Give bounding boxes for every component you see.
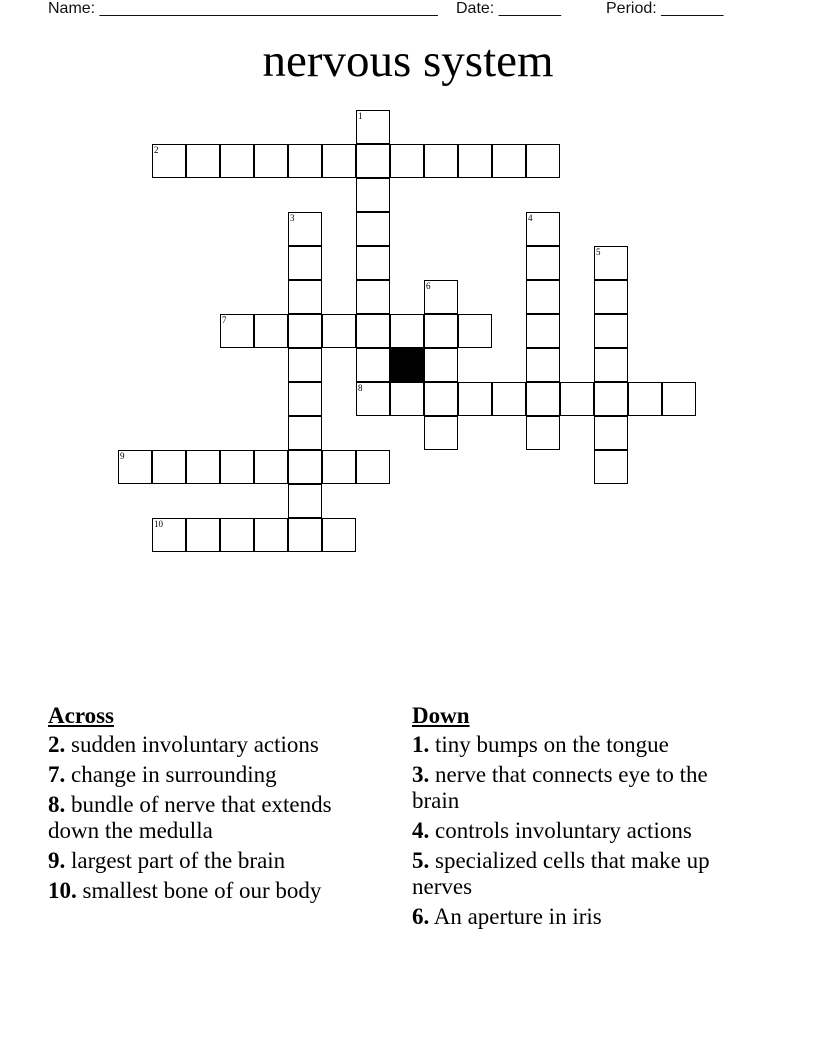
crossword-cell[interactable] bbox=[526, 144, 560, 178]
crossword-cell[interactable] bbox=[220, 450, 254, 484]
crossword-cell[interactable] bbox=[594, 348, 628, 382]
crossword-cell[interactable] bbox=[594, 314, 628, 348]
down-heading: Down bbox=[412, 703, 470, 728]
clue-down-5 bbox=[412, 848, 752, 900]
crossword-cell[interactable] bbox=[560, 382, 594, 416]
crossword-cell[interactable] bbox=[526, 382, 560, 416]
crossword-cell[interactable] bbox=[594, 450, 628, 484]
clue-text: change in surrounding bbox=[71, 762, 277, 787]
cell-number: 10 bbox=[154, 519, 163, 529]
crossword-cell[interactable] bbox=[424, 314, 458, 348]
crossword-cell[interactable] bbox=[254, 314, 288, 348]
crossword-cell[interactable] bbox=[288, 280, 322, 314]
period-field[interactable]: Period: _______ bbox=[606, 0, 724, 17]
crossword-cell[interactable] bbox=[424, 382, 458, 416]
across-heading: Across bbox=[48, 703, 115, 728]
crossword-cell[interactable] bbox=[288, 416, 322, 450]
crossword-cell[interactable] bbox=[458, 314, 492, 348]
cell-number: 1 bbox=[358, 111, 363, 121]
crossword-cell[interactable] bbox=[152, 144, 186, 178]
clue-across-2 bbox=[48, 732, 378, 758]
cell-number: 3 bbox=[290, 213, 295, 223]
crossword-cell[interactable] bbox=[492, 144, 526, 178]
clue-text: largest part of the brain bbox=[71, 848, 286, 873]
crossword-cell[interactable] bbox=[424, 144, 458, 178]
clue-number: 6. bbox=[412, 904, 430, 929]
crossword-cell[interactable] bbox=[356, 382, 390, 416]
cell-number: 8 bbox=[358, 383, 363, 393]
down-clues bbox=[412, 703, 752, 934]
crossword-cell[interactable] bbox=[526, 246, 560, 280]
crossword-cell[interactable] bbox=[186, 518, 220, 552]
clue-number: 4. bbox=[412, 818, 430, 843]
crossword-cell[interactable] bbox=[356, 144, 390, 178]
crossword-block bbox=[390, 348, 424, 382]
clue-text: sudden involuntary actions bbox=[71, 732, 319, 757]
clue-number: 1. bbox=[412, 732, 430, 757]
clue-number: 10. bbox=[48, 878, 77, 903]
clue-across-7 bbox=[48, 762, 378, 788]
crossword-cell[interactable] bbox=[526, 314, 560, 348]
crossword-cell[interactable] bbox=[356, 110, 390, 144]
clue-down-6 bbox=[412, 904, 752, 930]
crossword-cell[interactable] bbox=[220, 314, 254, 348]
crossword-cell[interactable] bbox=[356, 348, 390, 382]
across-clues bbox=[48, 703, 378, 908]
crossword-cell[interactable] bbox=[356, 212, 390, 246]
crossword-cell[interactable] bbox=[526, 416, 560, 450]
clue-text: An aperture in iris bbox=[433, 904, 602, 929]
crossword-cell[interactable] bbox=[526, 348, 560, 382]
crossword-cell[interactable] bbox=[526, 212, 560, 246]
cell-number: 2 bbox=[154, 145, 159, 155]
crossword-cell[interactable] bbox=[254, 144, 288, 178]
clue-number: 7. bbox=[48, 762, 66, 787]
crossword-cell[interactable] bbox=[254, 450, 288, 484]
crossword-cell[interactable] bbox=[424, 348, 458, 382]
crossword-cell[interactable] bbox=[662, 382, 696, 416]
crossword-cell[interactable] bbox=[356, 450, 390, 484]
cell-number: 6 bbox=[426, 281, 431, 291]
crossword-cell[interactable] bbox=[594, 280, 628, 314]
crossword-cell[interactable] bbox=[390, 144, 424, 178]
crossword-cell[interactable] bbox=[288, 212, 322, 246]
cell-number: 7 bbox=[222, 315, 227, 325]
crossword-cell[interactable] bbox=[424, 280, 458, 314]
clue-text: smallest bone of our body bbox=[82, 878, 322, 903]
clue-text: nerve that connects eye to the brain bbox=[412, 762, 708, 813]
crossword-cell[interactable] bbox=[288, 246, 322, 280]
clue-number: 9. bbox=[48, 848, 66, 873]
crossword-cell[interactable] bbox=[356, 314, 390, 348]
crossword-cell[interactable] bbox=[220, 144, 254, 178]
clue-down-1 bbox=[412, 732, 752, 758]
crossword-cell[interactable] bbox=[526, 280, 560, 314]
clue-number: 5. bbox=[412, 848, 430, 873]
clue-down-4 bbox=[412, 818, 752, 844]
crossword-cell[interactable] bbox=[288, 144, 322, 178]
crossword-cell[interactable] bbox=[594, 246, 628, 280]
crossword-cell[interactable] bbox=[458, 382, 492, 416]
crossword-cell[interactable] bbox=[322, 450, 356, 484]
crossword-cell[interactable] bbox=[288, 518, 322, 552]
crossword-cell[interactable] bbox=[492, 382, 526, 416]
cell-number: 5 bbox=[596, 247, 601, 257]
crossword-cell[interactable] bbox=[288, 484, 322, 518]
crossword-cell[interactable] bbox=[390, 382, 424, 416]
crossword-cell[interactable] bbox=[628, 382, 662, 416]
crossword-cell[interactable] bbox=[594, 416, 628, 450]
crossword-cell[interactable] bbox=[254, 518, 288, 552]
crossword-cell[interactable] bbox=[390, 314, 424, 348]
crossword-cell[interactable] bbox=[288, 382, 322, 416]
crossword-cell[interactable] bbox=[322, 144, 356, 178]
crossword-cell[interactable] bbox=[356, 246, 390, 280]
clue-text: specialized cells that make up nerves bbox=[412, 848, 710, 899]
clue-across-8 bbox=[48, 792, 378, 844]
puzzle-title: nervous system bbox=[262, 35, 554, 87]
crossword-cell[interactable] bbox=[356, 280, 390, 314]
crossword-cell[interactable] bbox=[186, 144, 220, 178]
crossword-cell[interactable] bbox=[220, 518, 254, 552]
clue-number: 8. bbox=[48, 792, 66, 817]
date-field[interactable]: Date: _______ bbox=[456, 0, 561, 17]
crossword-cell[interactable] bbox=[152, 518, 186, 552]
clue-across-10 bbox=[48, 878, 378, 904]
crossword-cell[interactable] bbox=[288, 348, 322, 382]
crossword-cell[interactable] bbox=[356, 178, 390, 212]
crossword-cell[interactable] bbox=[594, 382, 628, 416]
clue-across-9 bbox=[48, 848, 378, 874]
clue-number: 3. bbox=[412, 762, 430, 787]
clue-down-3 bbox=[412, 762, 752, 814]
crossword-cell[interactable] bbox=[152, 450, 186, 484]
crossword-cell[interactable] bbox=[118, 450, 152, 484]
crossword-cell[interactable] bbox=[322, 518, 356, 552]
clue-text: bundle of nerve that extends down the medulla bbox=[48, 792, 332, 843]
crossword-cell[interactable] bbox=[288, 314, 322, 348]
clue-text: controls involuntary actions bbox=[435, 818, 692, 843]
crossword-cell[interactable] bbox=[424, 416, 458, 450]
crossword-cell[interactable] bbox=[458, 144, 492, 178]
clue-number: 2. bbox=[48, 732, 66, 757]
name-field[interactable]: Name: ______________________________________ bbox=[48, 0, 438, 17]
crossword-cell[interactable] bbox=[186, 450, 220, 484]
cell-number: 4 bbox=[528, 213, 533, 223]
crossword-cell[interactable] bbox=[322, 314, 356, 348]
crossword-cell[interactable] bbox=[288, 450, 322, 484]
clue-text: tiny bumps on the tongue bbox=[435, 732, 669, 757]
cell-number: 9 bbox=[120, 451, 125, 461]
